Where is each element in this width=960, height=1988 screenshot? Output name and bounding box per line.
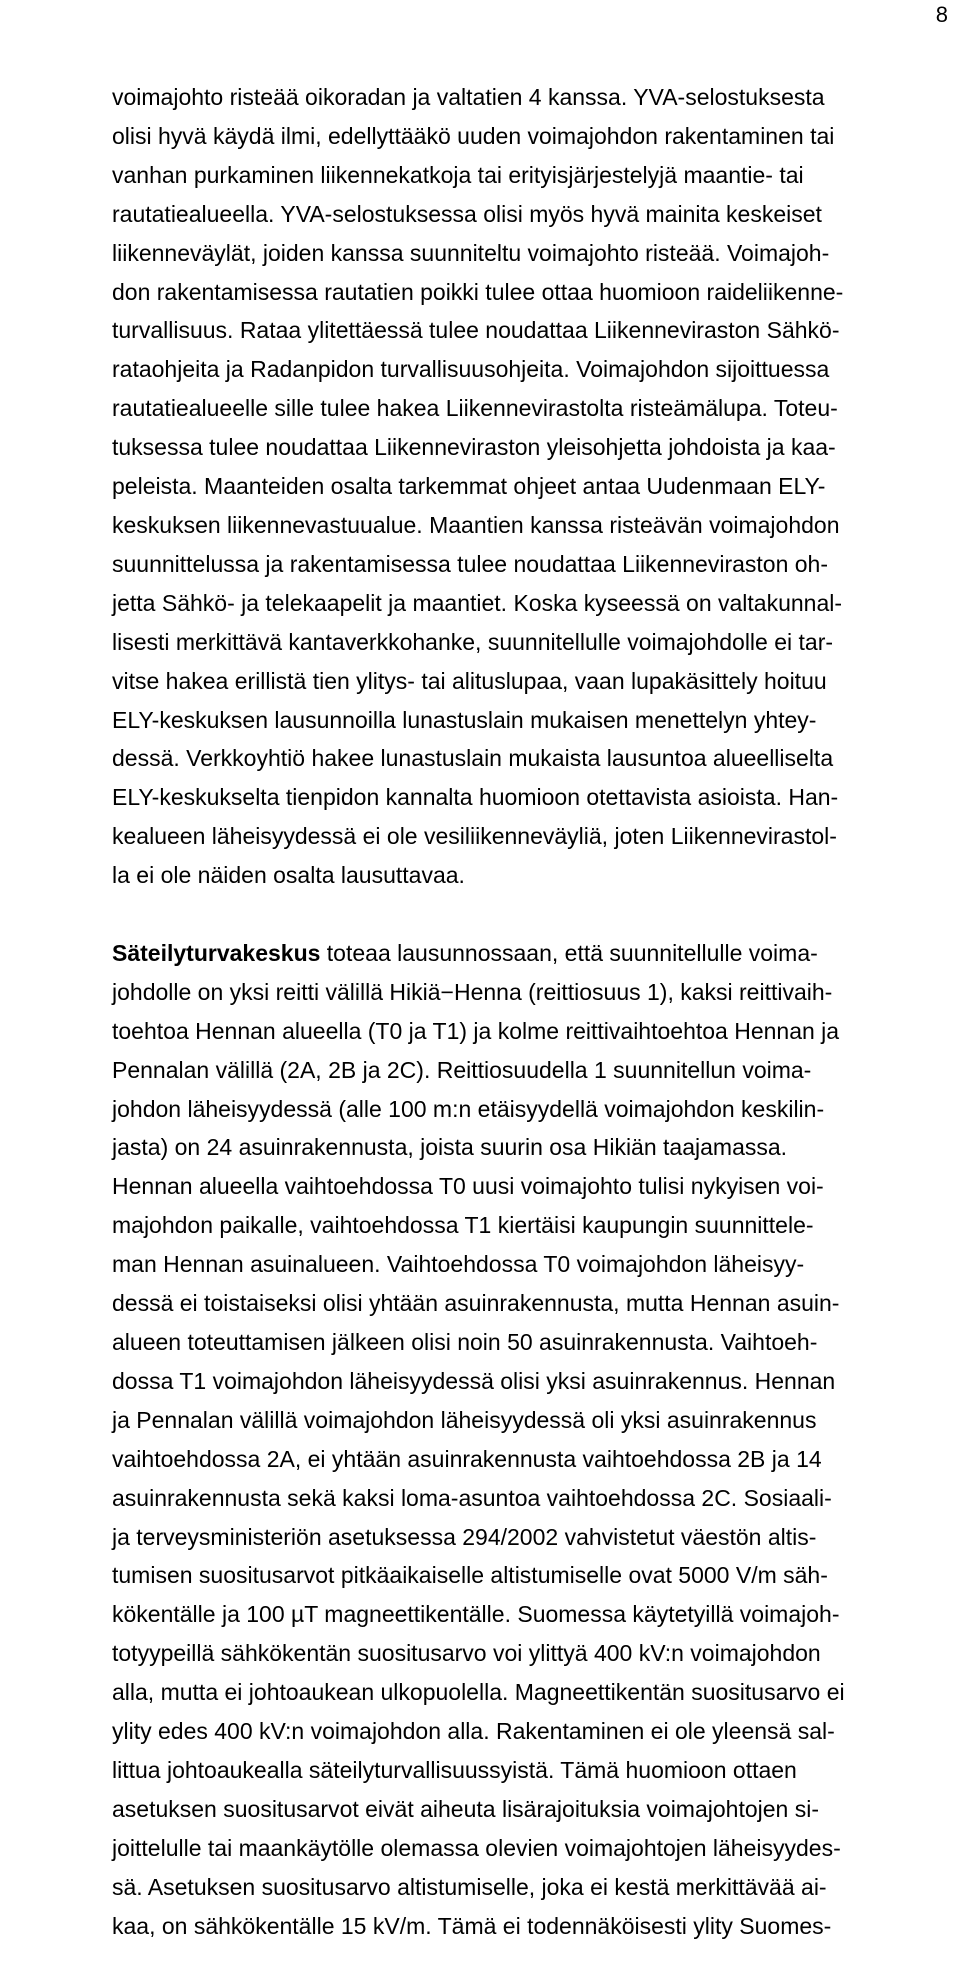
text-line: asuinrakennusta sekä kaksi loma-asuntoa vaihtoehdossa 2C. Sosiaali- <box>112 1484 832 1511</box>
text-line: littua johtoaukealla säteilyturvallisuussyistä. Tämä huomioon ottaen <box>112 1756 797 1783</box>
text-line: vaihtoehdossa 2A, ei yhtään asuinrakennusta vaihtoehdossa 2B ja 14 <box>112 1445 822 1472</box>
text-line: la ei ole näiden osalta lausuttavaa. <box>112 862 465 889</box>
text-line: ja Pennalan välillä voimajohdon läheisyydessä oli yksi asuinrakennus <box>112 1406 817 1433</box>
text-line: liikenneväylät, joiden kanssa suunniteltu voimajohto risteää. Voimajoh- <box>112 239 830 266</box>
paragraph-traffic <box>112 78 958 895</box>
text-line-rest: toteaa lausunnossaan, että suunnitellulle voima- <box>320 939 818 966</box>
text-line: tuksessa tulee noudattaa Liikenneviraston yleisohjetta johdoista ja kaa- <box>112 434 836 461</box>
text-line: ELY-keskukselta tienpidon kannalta huomioon otettavista asioista. Han- <box>112 784 839 811</box>
page-number: 8 <box>935 2 948 27</box>
text-line: asetuksen suositusarvot eivät aiheuta lisärajoituksia voimajohtojen si- <box>112 1795 819 1822</box>
text-line: jetta Sähkö- ja telekaapelit ja maantiet. Koska kyseessä on valtakunnal- <box>112 589 843 616</box>
text-line: kaa, on sähkökentälle 15 kV/m. Tämä ei todennäköisesti ylity Suomes- <box>112 1912 832 1939</box>
text-line: tumisen suositusarvot pitkäaikaiselle altistumiselle ovat 5000 V/m säh- <box>112 1562 828 1589</box>
text-line: lisesti merkittävä kantaverkkohanke, suunnitellulle voimajohdolle ei tar- <box>112 628 834 655</box>
text-line: don rakentamisessa rautatien poikki tulee ottaa huomioon raideliikenne- <box>112 278 844 305</box>
text-line: rautatiealueelle sille tulee hakea Liikennevirastolta risteämälupa. Toteu- <box>112 395 838 422</box>
text-line: dessä. Verkkoyhtiö hakee lunastuslain mukaista lausuntoa alueelliselta <box>112 745 834 772</box>
text-line: sä. Asetuksen suositusarvo altistumiselle, joka ei kestä merkittävää ai- <box>112 1873 827 1900</box>
document-body <box>112 78 958 1945</box>
paragraph-radiation-authority <box>112 934 958 1946</box>
text-line: alueen toteuttamisen jälkeen olisi noin 50 asuinrakennusta. Vaihtoeh- <box>112 1328 818 1355</box>
paragraph-spacer <box>112 895 958 934</box>
text-line: rataohjeita ja Radanpidon turvallisuusohjeita. Voimajohdon sijoittuessa <box>112 356 830 383</box>
text-line: vanhan purkaminen liikennekatkoja tai erityisjärjestelyjä maantie- tai <box>112 161 804 188</box>
text-line: alla, mutta ei johtoaukean ulkopuolella. Magneettikentän suositusarvo ei <box>112 1679 845 1706</box>
text-line: joittelulle tai maankäytölle olemassa olevien voimajohtojen läheisyydes- <box>112 1834 841 1861</box>
text-line: man Hennan asuinalueen. Vaihtoehdossa T0 voimajohdon läheisyy- <box>112 1251 805 1278</box>
text-line: peleista. Maanteiden osalta tarkemmat ohjeet antaa Uudenmaan ELY- <box>112 473 826 500</box>
text-line: dossa T1 voimajohdon läheisyydessä olisi yksi asuinrakennus. Hennan <box>112 1367 836 1394</box>
text-line: ELY-keskuksen lausunnoilla lunastuslain mukaisen menettelyn yhtey- <box>112 706 817 733</box>
text-line: ja terveysministeriön asetuksessa 294/2002 vahvistetut väestön altis- <box>112 1523 817 1550</box>
text-line: vitse hakea erillistä tien ylitys- tai alituslupaa, vaan lupakäsittely hoituu <box>112 667 827 694</box>
text-line: johdolle on yksi reitti välillä Hikiä−Henna (reittiosuus 1), kaksi reittivaih- <box>112 978 833 1005</box>
text-line: jasta) on 24 asuinrakennusta, joista suurin osa Hikiän taajamassa. <box>112 1134 788 1161</box>
text-line: rautatiealueella. YVA-selostuksessa olisi myös hyvä mainita keskeiset <box>112 200 822 227</box>
text-line: keskuksen liikennevastuualue. Maantien kanssa risteävän voimajohdon <box>112 511 840 538</box>
text-line: olisi hyvä käydä ilmi, edellyttääkö uuden voimajohdon rakentaminen tai <box>112 122 835 149</box>
text-line: ylity edes 400 kV:n voimajohdon alla. Rakentaminen ei ole yleensä sal- <box>112 1718 835 1745</box>
text-line: Hennan alueella vaihtoehdossa T0 uusi voimajohto tulisi nykyisen voi- <box>112 1173 824 1200</box>
text-line: totyypeillä sähkökentän suositusarvo voi ylittyä 400 kV:n voimajohdon <box>112 1640 821 1667</box>
text-line: majohdon paikalle, vaihtoehdossa T1 kiertäisi kaupungin suunnittele- <box>112 1212 814 1239</box>
text-line: Pennalan välillä (2A, 2B ja 2C). Reittiosuudella 1 suunnitellun voima- <box>112 1056 812 1083</box>
text-line: johdon läheisyydessä (alle 100 m:n etäisyydellä voimajohdon keskilin- <box>112 1095 825 1122</box>
text-line: suunnittelussa ja rakentamisessa tulee noudattaa Liikenneviraston oh- <box>112 550 828 577</box>
text-line: kökentälle ja 100 µT magneettikentälle. Suomessa käytetyillä voimajoh- <box>112 1601 840 1628</box>
organization-name: Säteilyturvakeskus <box>112 939 321 966</box>
text-line: dessä ei toistaiseksi olisi yhtään asuinrakennusta, mutta Hennan asuin- <box>112 1290 840 1317</box>
text-line: toehtoa Hennan alueella (T0 ja T1) ja kolme reittivaihtoehtoa Hennan ja <box>112 1017 840 1044</box>
text-line <box>112 934 958 973</box>
text-line: voimajohto risteää oikoradan ja valtatien 4 kanssa. YVA-selostuksesta <box>112 84 825 110</box>
text-line: kealueen läheisyydessä ei ole vesiliikenneväyliä, joten Liikennevirastol- <box>112 823 837 850</box>
text-line: turvallisuus. Rataa ylitettäessä tulee noudattaa Liikenneviraston Sähkö- <box>112 317 840 344</box>
